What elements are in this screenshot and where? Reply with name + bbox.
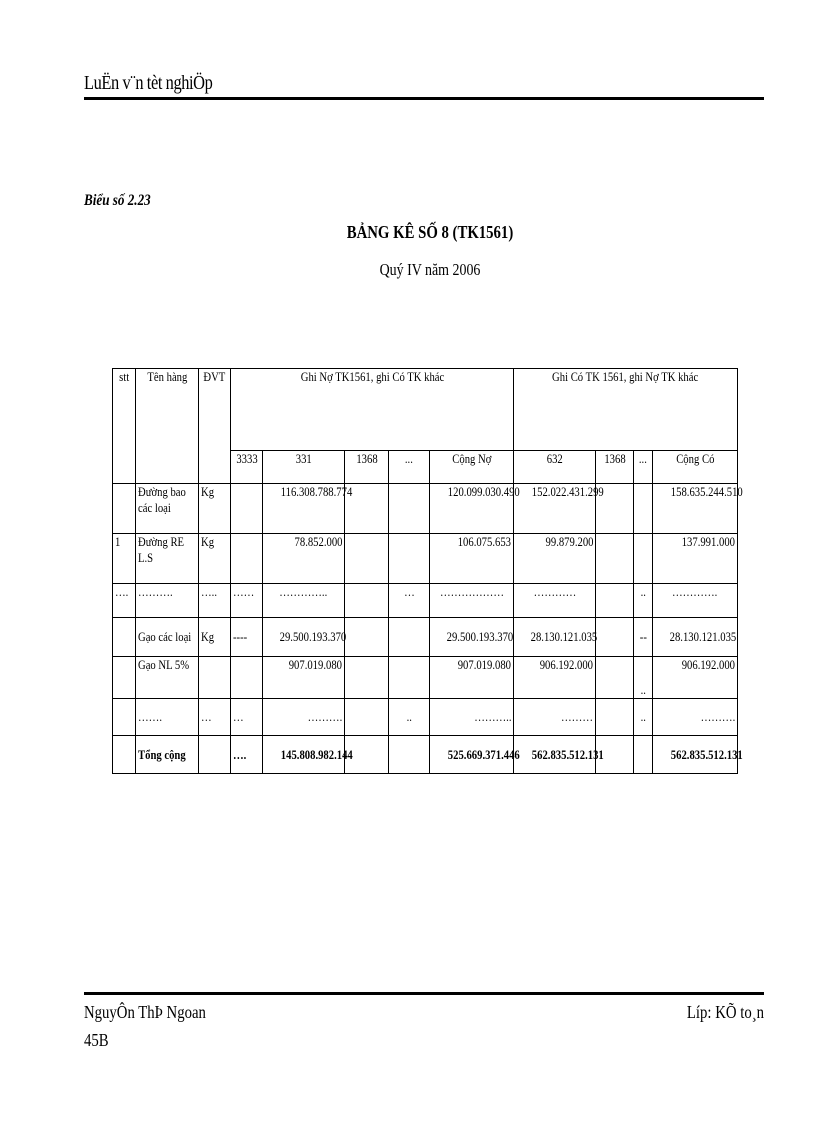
cell-dots-no: … [389, 584, 430, 618]
header-ten-hang: Tên hàng [136, 369, 199, 484]
cell-dots-co: -- [634, 618, 653, 657]
cell-cong-co: 137.991.000 [653, 534, 738, 584]
subheader-632: 632 [514, 451, 596, 484]
cell-name: Gạo các loại [136, 618, 199, 657]
cell-dots-no [389, 657, 430, 699]
cell-1368-co [596, 699, 634, 736]
cell-dvt: ….. [199, 584, 231, 618]
cell-dvt [199, 657, 231, 699]
cell-dots-co [634, 534, 653, 584]
subheader-1368-co: 1368 [596, 451, 634, 484]
cell-dvt: … [199, 699, 231, 736]
cell-total-label: Tổng cộng [136, 736, 199, 774]
cell-1368-co [596, 534, 634, 584]
header-dvt: ĐVT [199, 369, 231, 484]
subheader-cong-no: Cộng Nợ [430, 451, 514, 484]
cell-1368-co [596, 584, 634, 618]
cell-stt [113, 618, 136, 657]
table-row [113, 584, 738, 618]
cell-dvt: Kg [199, 618, 231, 657]
cell-cong-co: 158.635.244.510 [653, 484, 738, 534]
cell-1368-co [596, 657, 634, 699]
cell-1368-no [345, 534, 389, 584]
cell-dvt: Kg [199, 484, 231, 534]
cell-total-cong-no: 525.669.371.446 [430, 736, 514, 774]
cell-3333: …. [231, 736, 263, 774]
cell-dots-co: .. [634, 584, 653, 618]
cell-331: 78.852.000 [263, 534, 345, 584]
footer-class-code: 45B [84, 1030, 109, 1050]
cell-name: ……. [136, 699, 199, 736]
cell-331: 907.019.080 [263, 657, 345, 699]
cell-1368-co [596, 618, 634, 657]
subheader-1368-no: 1368 [345, 451, 389, 484]
cell-dots-co [634, 736, 653, 774]
cell-dvt: Kg [199, 534, 231, 584]
cell-632: ……… [514, 699, 596, 736]
subheader-dots-co: ... [634, 451, 653, 484]
cell-name: Gạo NL 5% [136, 657, 199, 699]
cell-331: 29.500.193.370 [263, 618, 345, 657]
ledger-table [112, 368, 743, 774]
table-row [113, 618, 738, 657]
subheader-cong-co: Cộng Có [653, 451, 738, 484]
cell-dots-no: .. [389, 699, 430, 736]
cell-cong-no: ……………… [430, 584, 514, 618]
cell-dots-no [389, 484, 430, 534]
cell-dots-no [389, 618, 430, 657]
cell-dvt [199, 736, 231, 774]
cell-cong-no: ……….. [430, 699, 514, 736]
cell-stt [113, 484, 136, 534]
cell-331: 116.308.788.774 [263, 484, 345, 534]
header-stt: stt [113, 369, 136, 484]
cell-1368-no [345, 699, 389, 736]
cell-dots-no [389, 534, 430, 584]
cell-dots-no [389, 736, 430, 774]
table-row [113, 484, 738, 534]
cell-cong-no: 29.500.193.370 [430, 618, 514, 657]
header-rule [84, 97, 764, 100]
subheader-dots-no: ... [389, 451, 430, 484]
cell-cong-co: 28.130.121.035 [653, 618, 738, 657]
cell-cong-co: 906.192.000 [653, 657, 738, 699]
header-group-ghi-no: Ghi Nợ TK1561, ghi Có TK khác [231, 369, 514, 451]
cell-dots-co: .. [634, 657, 653, 699]
cell-632: ………… [514, 584, 596, 618]
cell-cong-no: 907.019.080 [430, 657, 514, 699]
cell-stt: …. [113, 584, 136, 618]
cell-stt [113, 736, 136, 774]
cell-name: Đường bao các loại [136, 484, 199, 534]
running-header-title: LuËn v¨n tèt nghiÖp [84, 72, 213, 94]
cell-1368-no [345, 618, 389, 657]
cell-total-632: 562.835.512.131 [514, 736, 596, 774]
document-title: BẢNG KÊ SỐ 8 (TK1561) [346, 222, 514, 242]
cell-632: 28.130.121.035 [514, 618, 596, 657]
cell-1368-no [345, 584, 389, 618]
cell-1368-no [345, 657, 389, 699]
footer-rule [84, 992, 764, 995]
cell-cong-no: 120.099.030.490 [430, 484, 514, 534]
cell-331: ………. [263, 699, 345, 736]
cell-331: ………….. [263, 584, 345, 618]
cell-dots-co [634, 484, 653, 534]
table-row [113, 699, 738, 736]
cell-632: 99.879.200 [514, 534, 596, 584]
cell-3333 [231, 534, 263, 584]
cell-cong-no: 106.075.653 [430, 534, 514, 584]
table-row [113, 534, 738, 584]
cell-3333: ---- [231, 618, 263, 657]
cell-3333 [231, 657, 263, 699]
footer-class-label: Líp: KÕ to¸n [686, 1002, 764, 1022]
cell-stt: 1 [113, 534, 136, 584]
cell-3333 [231, 484, 263, 534]
cell-stt [113, 657, 136, 699]
subheader-3333: 3333 [231, 451, 263, 484]
cell-632: 152.022.431.299 [514, 484, 596, 534]
cell-name: ………. [136, 584, 199, 618]
footer-author-name: NguyÔn ThÞ Ngoan [84, 1002, 206, 1022]
cell-stt [113, 699, 136, 736]
subheader-331: 331 [263, 451, 345, 484]
cell-cong-co: …………. [653, 584, 738, 618]
document-subtitle: Quý IV năm 2006 [379, 260, 481, 279]
total-row [113, 736, 738, 774]
cell-3333: …… [231, 584, 263, 618]
cell-total-cong-co: 562.835.512.131 [653, 736, 738, 774]
cell-name: Đường RE L.S [136, 534, 199, 584]
header-group-ghi-co: Ghi Có TK 1561, ghi Nợ TK khác [514, 369, 738, 451]
cell-632: 906.192.000 [514, 657, 596, 699]
table-row [113, 657, 738, 699]
cell-dots-co: .. [634, 699, 653, 736]
cell-cong-co: ………. [653, 699, 738, 736]
figure-label: Biểu số 2.23 [84, 192, 151, 209]
cell-3333: … [231, 699, 263, 736]
cell-total-331: 145.808.982.144 [263, 736, 345, 774]
